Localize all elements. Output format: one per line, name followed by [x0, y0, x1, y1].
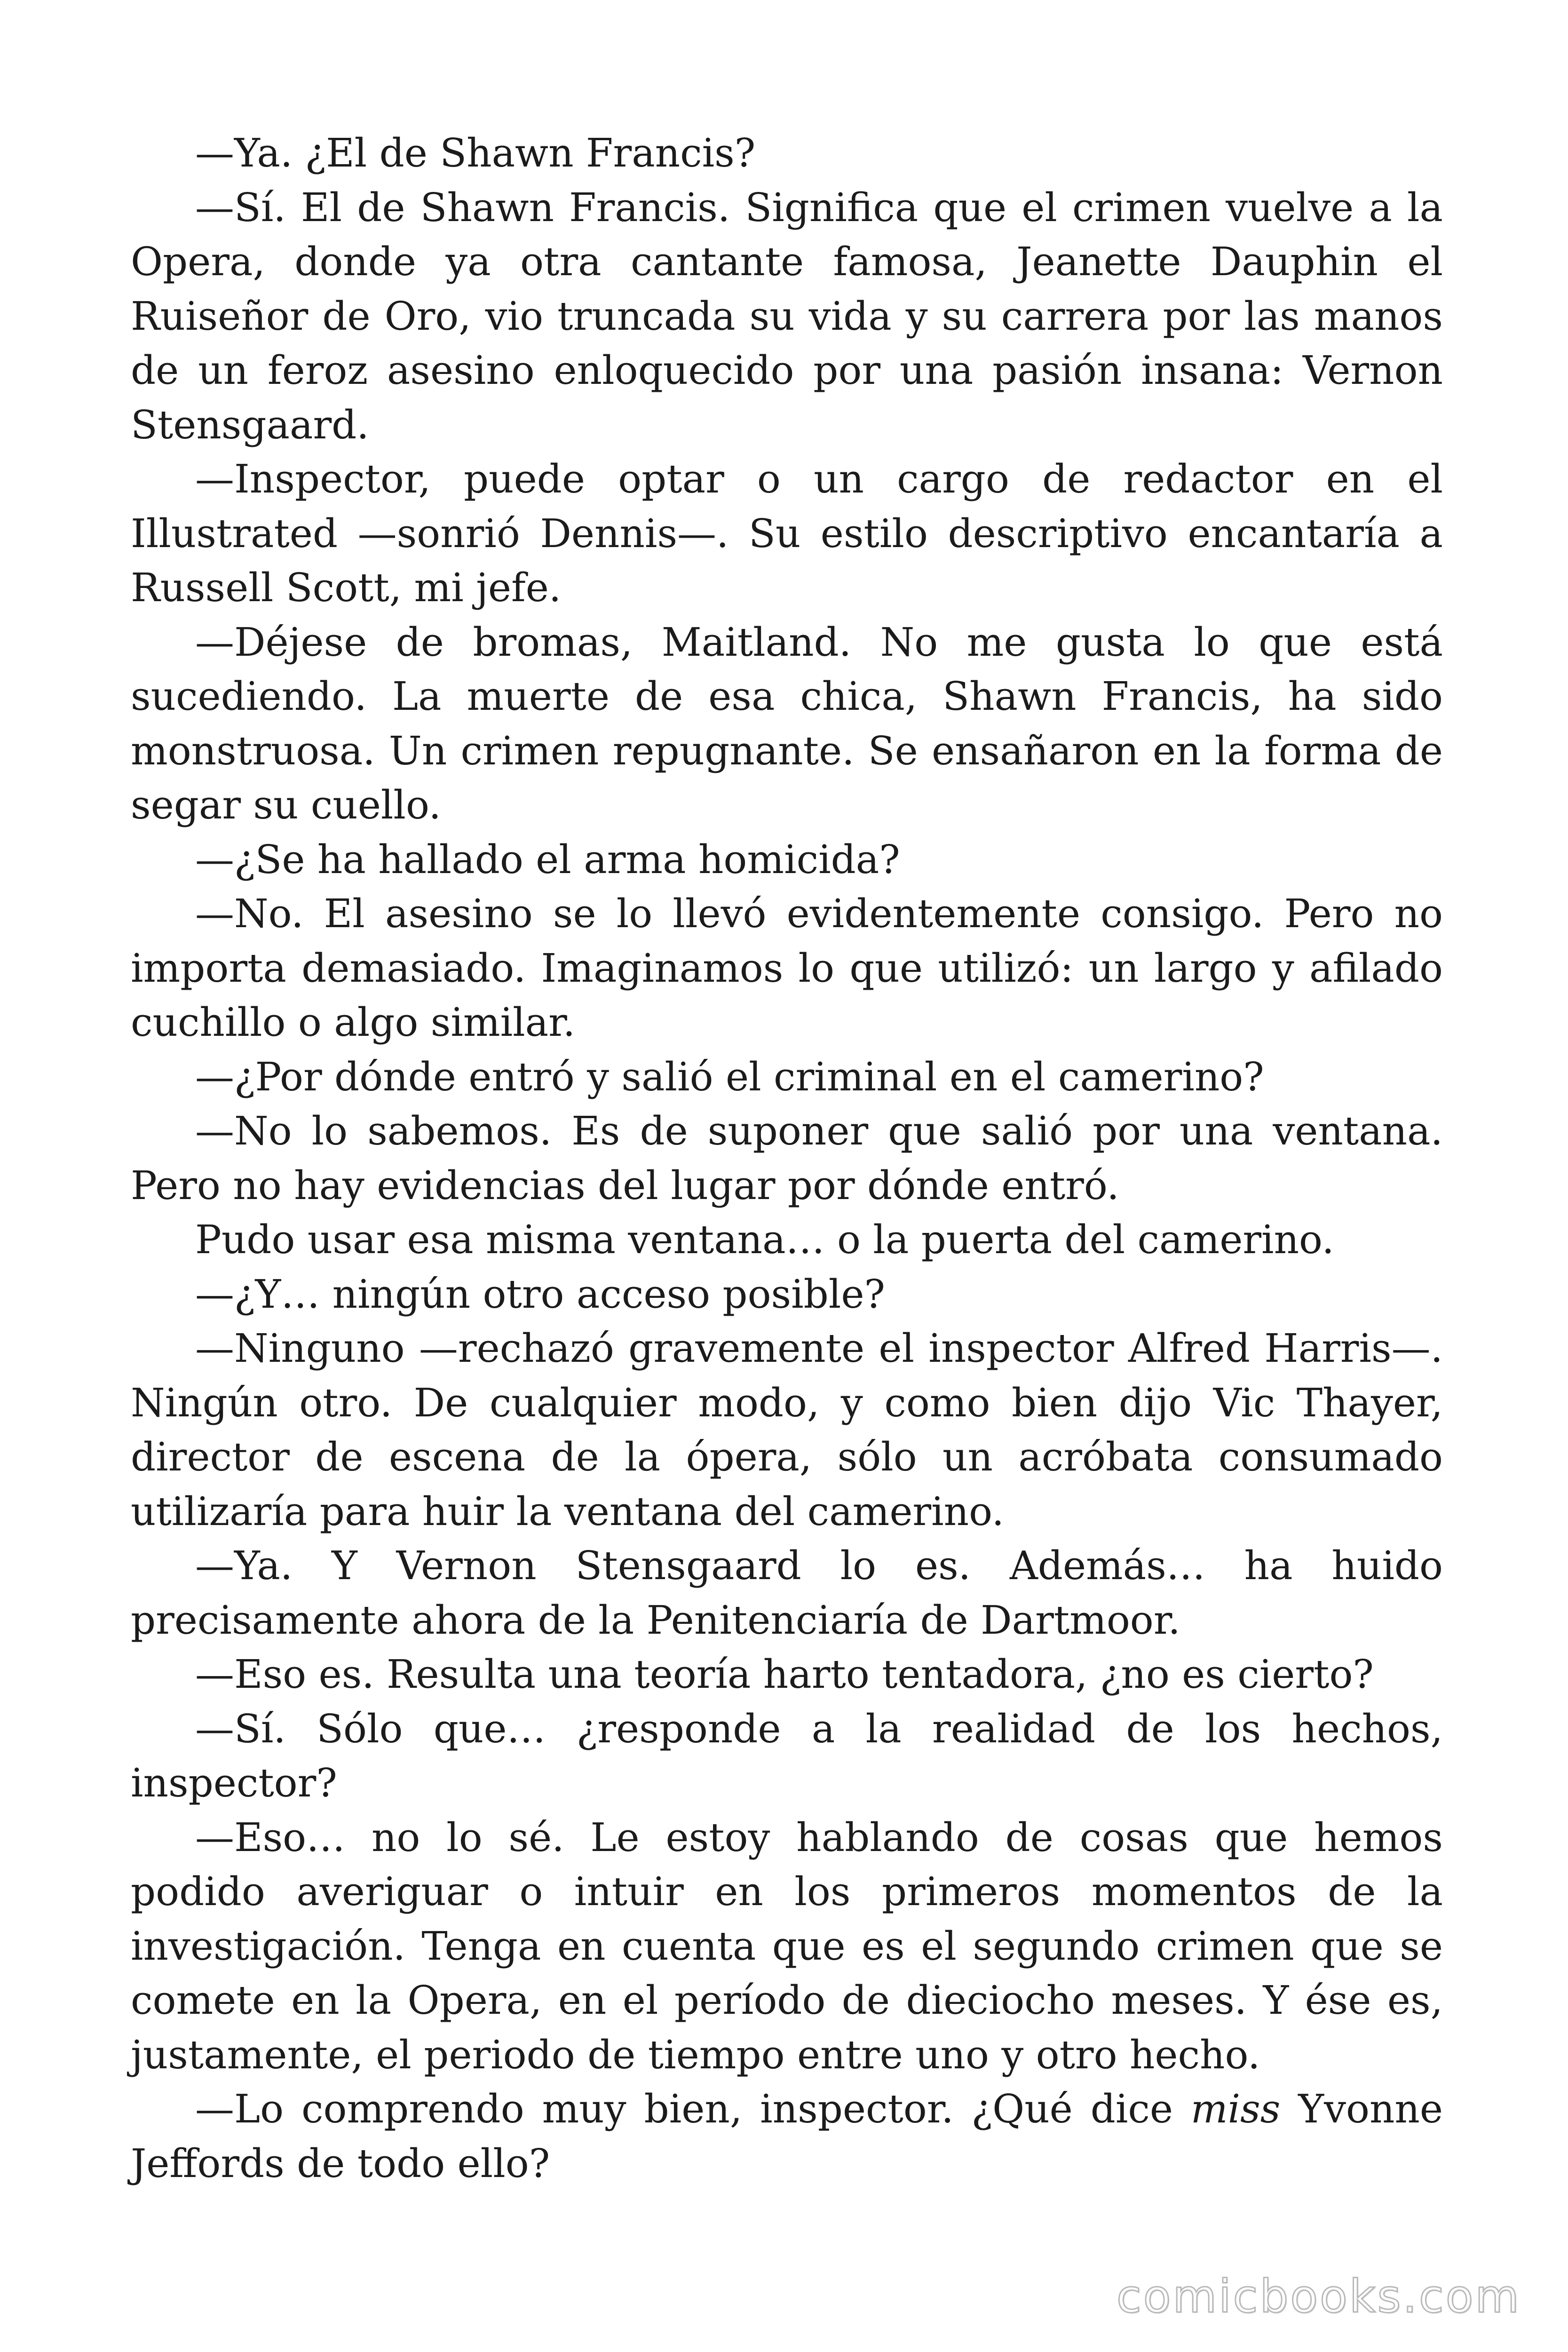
paragraph: —No lo sabemos. Es de suponer que salió por una ventana. Pero no hay evidencias del lugar por dónde entró.	[131, 1108, 1443, 1208]
paragraph: —Déjese de bromas, Maitland. No me gusta lo que está sucediendo. La muerte de esa chica, Shawn Francis, ha sido monstruosa. Un crimen repugnante. Se ensañaron en la forma de segar su cuello.	[131, 619, 1443, 828]
last-paragraph	[131, 2082, 1443, 2191]
paragraph: —¿Por dónde entró y salió el criminal en el camerino?	[195, 1054, 1264, 1100]
watermark: comicbooks.com	[1116, 2270, 1521, 2323]
paragraph: —Ya. ¿El de Shawn Francis?	[195, 130, 756, 176]
paragraph: Pudo usar esa misma ventana… o la puerta del camerino.	[195, 1217, 1334, 1263]
paragraph: —Sí. El de Shawn Francis. Significa que el crimen vuelve a la Opera, donde ya otra cantante famosa, Jeanette Dauphin el Ruiseñor de Oro, vio truncada su vida y su carrera por las manos de un feroz asesino enloquecido por una pasión insana: Vernon Stensgaard.	[131, 184, 1443, 448]
paragraph: —Sí. Sólo que… ¿responde a la realidad de los hechos, inspector?	[131, 1706, 1443, 1806]
paragraph: —¿Se ha hallado el arma homicida?	[195, 836, 900, 882]
paragraph: —Ya. Y Vernon Stensgaard lo es. Además… ha huido precisamente ahora de la Penitenciaría de Dartmoor.	[131, 1543, 1443, 1643]
paragraph: —Eso… no lo sé. Le estoy hablando de cosas que hemos podido averiguar o intuir en los primeros momentos de la investigación. Tenga en cuenta que es el segundo crimen que se comete en la Opera, en el período de dieciocho meses. Y ése es, justamente, el periodo de tiempo entre uno y otro hecho.	[131, 1814, 1443, 2078]
text-run: —Lo comprendo muy bien, inspector. ¿Qué dice	[195, 2086, 1191, 2132]
paragraph: —Eso es. Resulta una teoría harto tentadora, ¿no es cierto?	[195, 1652, 1374, 1697]
italic-word: miss	[1190, 2086, 1281, 2132]
paragraph: —Inspector, puede optar o un cargo de redactor en el Illustrated —sonrió Dennis—. Su estilo descriptivo encantaría a Russell Scott, mi jefe.	[131, 456, 1443, 611]
page-text	[131, 126, 1443, 2191]
paragraph: —¿Y… ningún otro acceso posible?	[195, 1271, 885, 1317]
paragraph: —Ninguno —rechazó gravemente el inspector Alfred Harris—. Ningún otro. De cualquier modo, y como bien dijo Vic Thayer, director de escena de la ópera, sólo un acróbata consumado utilizaría para huir la ventana del camerino.	[131, 1326, 1443, 1534]
text-run: Yvonne Jeffords de todo ello?	[131, 2086, 1443, 2186]
paragraph: —No. El asesino se lo llevó evidentemente consigo. Pero no importa demasiado. Imaginamos lo que utilizó: un largo y afilado cuchillo o algo similar.	[131, 891, 1443, 1045]
